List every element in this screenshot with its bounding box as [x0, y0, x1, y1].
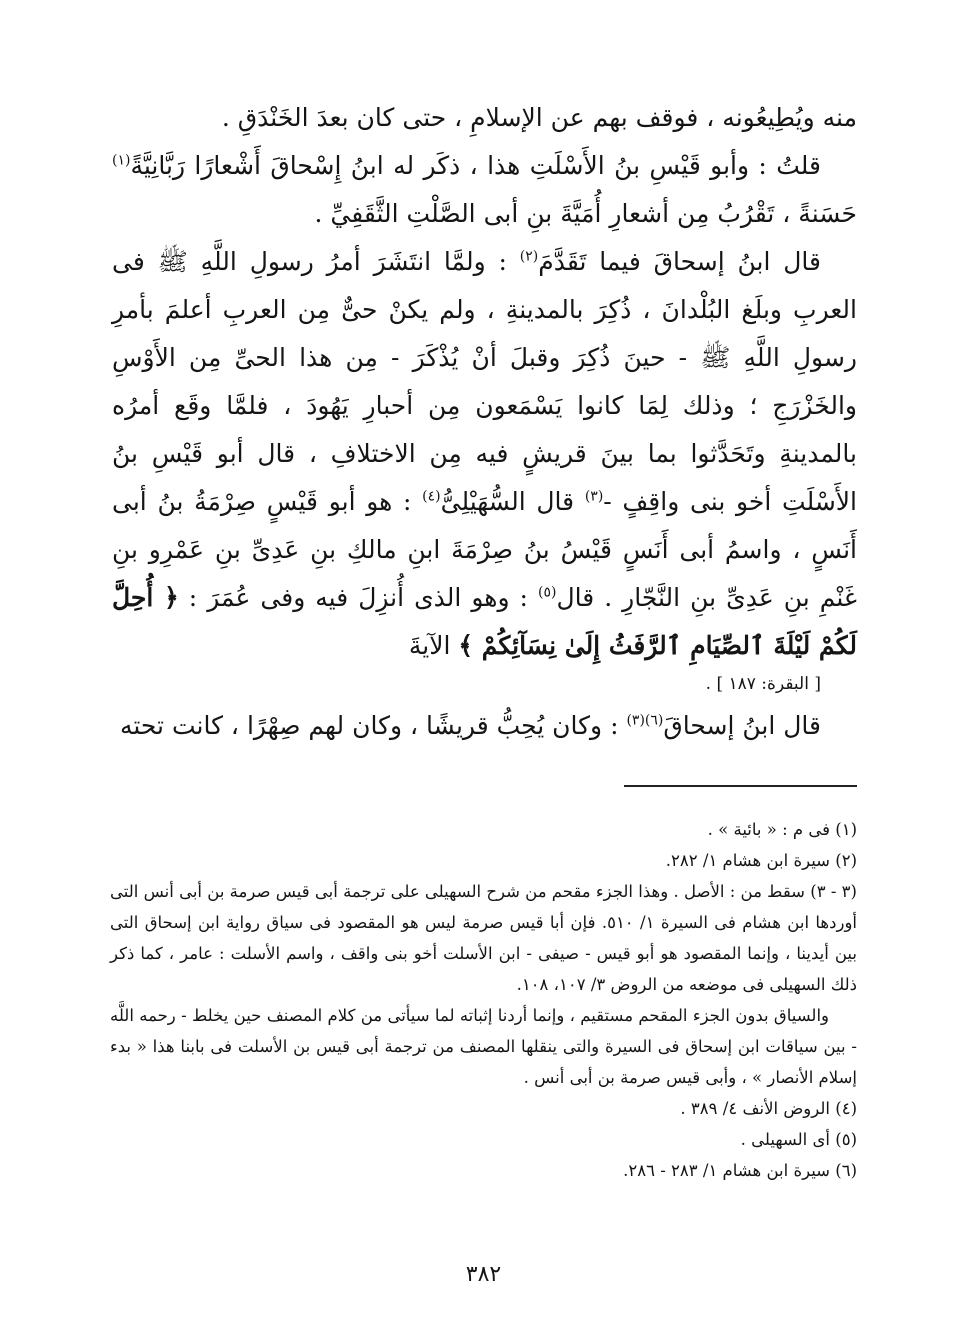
- verse-reference: [ البقرة: ١٨٧ ] .: [705, 674, 821, 694]
- footnotes: [110, 814, 857, 1186]
- footnote-1: (١) فى م : « بائية » .: [707, 820, 857, 839]
- paragraph-2-text-b: حَسَنةً ، تَقْرُبُ مِن أشعارِ أُمَيَّةَ بنِ أبى الصَّلْتِ الثَّقَفِيِّ .: [314, 199, 857, 228]
- footnote-ref-2[interactable]: (٢): [519, 248, 539, 265]
- footnote-ref-6[interactable]: (٦)(٣): [626, 712, 664, 729]
- footnote-3: (٣ - ٣) سقط من : الأصل . وهذا الجزء مقحم من شرح السهيلى على ترجمة أبى قيس صرمة بن أبى أنس التى أوردها ابن هشام فى السيرة ١/ ٥١٠. فإن أبا قيس صرمة ليس هو المقصود فى سياق رواية ابن إسحاق التى بين أيدينا ، وإنما المقصود هو أبو قيس - صيفى - ابن الأسلت أخو بنى واقف ، واسم الأسلت : عامر ، كما ذكر ذلك السهيلى فى موضعه من الروض ٣/ ١٠٧، ١٠٨.: [110, 882, 858, 994]
- quran-verse: ﴿ أُحِلَّ لَكُمْ لَيْلَةَ ٱلصِّيَامِ ٱلرَّفَثُ إِلَىٰ نِسَآئِكُمْ ﴾: [112, 583, 857, 660]
- paragraph-4-text-a: قال ابنُ إسحاقَ: [663, 711, 821, 740]
- paragraph-2-text-a: قلتُ : وأبو قَيْسِ بنُ الأَسْلَتِ هذا ، ذكَر له ابنُ إِسْحاقَ أَشْعارًا رَبَّانِيَّةً: [130, 151, 821, 180]
- page-number: ٣٨٢: [465, 1262, 502, 1287]
- paragraph-1-text: منه ويُطِيعُونه ، فوقف بهم عن الإسلامِ ، حتى كان بعدَ الخَنْدَقِ .: [221, 103, 857, 132]
- paragraph-3: [112, 238, 857, 702]
- paragraph-4: [112, 702, 857, 750]
- paragraph-3-text-e: : وهو الذى أُنزِلَ فيه وفى عُمَرَ :: [178, 583, 538, 612]
- footnote-5: (٥) أى السهيلى .: [740, 1130, 857, 1149]
- footnote-2: (٢) سيرة ابن هشام ١/ ٢٨٢.: [665, 851, 857, 870]
- footnote-ref-4[interactable]: (٤): [422, 488, 441, 505]
- footnote-ref-3[interactable]: (٣): [584, 488, 604, 505]
- paragraph-4-text-b: : وكان يُحِبُّ قريشًا ، وكان لهم صِهْرًا ، كانت تحته: [119, 711, 627, 740]
- footnote-4: (٤) الروض الأنف ٤/ ٣٨٩ .: [680, 1099, 857, 1118]
- footnote-3-continuation: والسياق بدون الجزء المقحم مستقيم ، وإنما أردنا إثباته لما سيأتى من كلام المصنف حين يخلط - رحمه اللَّه - بين سياقات ابن إسحاق فى السيرة والتى ينقلها المصنف من ترجمة أبى قيس بن الأسلت فى بابنا هذا « بدء إسلام الأنصار » ، وأبى قيس صرمة بن أبى أنس .: [110, 1006, 857, 1087]
- paragraph-1: [112, 94, 857, 142]
- main-text: [112, 94, 857, 750]
- paragraph-3-text-c: قال السُّهَيْلِىُّ: [440, 487, 585, 516]
- footnote-ref-1[interactable]: (١): [112, 152, 131, 169]
- footnote-6: (٦) سيرة ابن هشام ١/ ٢٨٣ - ٢٨٦.: [623, 1161, 857, 1180]
- paragraph-3-text-a: قال ابنُ إسحاقَ فيما تَقَدَّمَ: [538, 247, 821, 276]
- paragraph-3-text-d: : هو أبو قَيْسٍ صِرْمَةُ بنُ أبى أَنَسٍ ، واسمُ أبى أَنَسٍ قَيْسُ بنُ صِرْمَةَ ابنِ مالكِ بنِ عَدِىِّ بنِ عَمْرِو بنِ غَنْمِ بنِ عَدِىِّ بنِ النَّجّارِ . قال: [112, 487, 858, 612]
- footnote-divider: [624, 785, 857, 787]
- paragraph-3-text-b: : ولمَّا انتَشَرَ أمرُ رسولِ اللَّهِ ﷺ فى العربِ وبلَغ البُلْدانَ ، ذُكِرَ بالمدينةِ ، ولم يكنْ حىٌّ مِن العربِ أعلمَ بأمرِ رسولِ اللَّهِ ﷺ - حينَ ذُكِرَ وقبلَ أنْ يُذْكَرَ - مِن هذا الحىِّ مِن الأَوْسِ والخَزْرَجِ ؛ وذلك لِمَا كانوا يَسْمَعون مِن أحبارِ يَهُودَ ، فلمَّا وقَع أمرُه بالمدينةِ وتَحَدَّثوا بما بينَ قريشٍ فيه مِن الاختلافِ ، قال أبو قَيْسِ بنُ الأَسْلَتِ أخو بنى واقِفٍ -: [112, 247, 858, 516]
- paragraph-2: [112, 142, 857, 238]
- footnote-ref-5[interactable]: (٥): [537, 584, 557, 601]
- paragraph-3-text-f: الآيةَ: [408, 631, 459, 660]
